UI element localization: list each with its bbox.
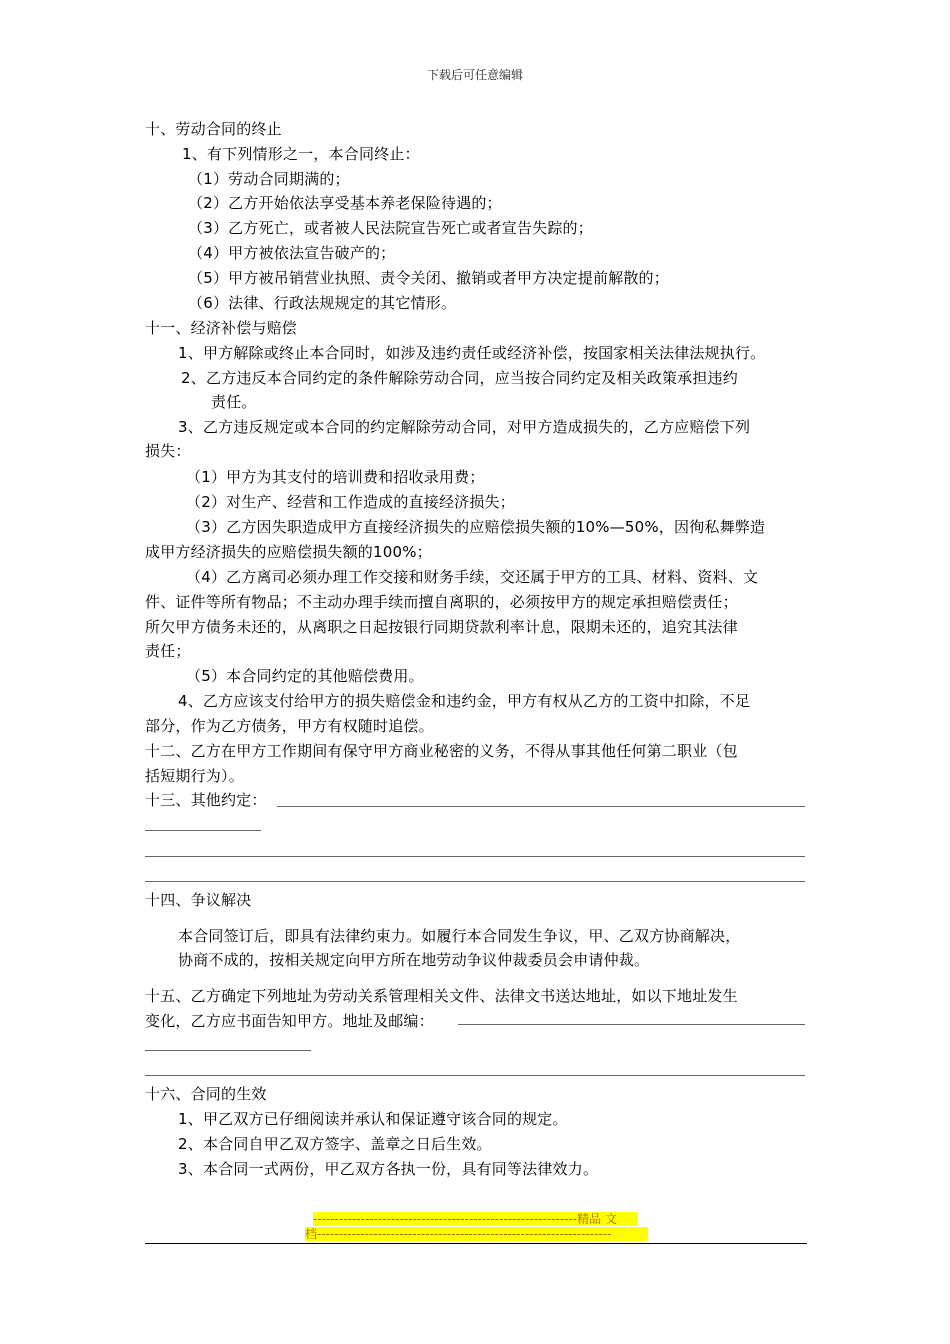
text-line: （2）乙方开始依法享受基本养老保险待遇的；: [188, 194, 502, 212]
text-line: 本合同签订后，即具有法律约束力。如履行本合同发生争议，甲、乙双方协商解决，: [178, 927, 741, 945]
footer-watermark-line1: -------------------------------------------------------------精品 文: [313, 1212, 638, 1226]
text-line: 括短期行为）。: [145, 767, 244, 785]
text-line: （1）甲方为其支付的培训费和招收录用费；: [186, 468, 485, 486]
text-line: （5）本合同约定的其他赔偿费用。: [186, 667, 424, 685]
text-line: （2）对生产、经营和工作造成的直接经济损失；: [186, 493, 515, 511]
text-line: 1、甲乙双方已仔细阅读并承认和保证遵守该合同的规定。: [178, 1110, 568, 1128]
blank-underline: [458, 1024, 805, 1025]
blank-underline: [145, 856, 805, 857]
blank-underline: [145, 1075, 805, 1076]
text-line: 2、乙方违反本合同约定的条件解除劳动合同，应当按合同约定及相关政策承担违约: [181, 369, 738, 387]
text-line: 变化，乙方应书面告知甲方。地址及邮编：: [145, 1012, 434, 1030]
text-line: 3、本合同一式两份，甲乙双方各执一份，具有同等法律效力。: [178, 1160, 599, 1178]
text-line: 所欠甲方债务未还的，从离职之日起按银行同期贷款利率计息，限期未还的，追究其法律: [145, 618, 738, 636]
blank-underline: [145, 1050, 311, 1051]
text-line: （4）甲方被依法宣告破产的；: [188, 244, 396, 262]
text-line: （3）乙方死亡，或者被人民法院宣告死亡或者宣告失踪的；: [188, 219, 593, 237]
text-line: 损失：: [145, 442, 191, 460]
text-line: 4、乙方应该支付给甲方的损失赔偿金和违约金，甲方有权从乙方的工资中扣除，不足: [178, 692, 751, 710]
text-line: （5）甲方被吊销营业执照、责令关闭、撤销或者甲方决定提前解散的；: [188, 269, 669, 287]
text-line: 件、证件等所有物品；不主动办理手续而擅自离职的，必须按甲方的规定承担赔偿责任；: [145, 593, 738, 611]
text-line: （3）乙方因失职造成甲方直接经济损失的应赔偿损失额的10%—50%，因徇私舞弊造: [186, 518, 766, 536]
text-line: 十四、争议解决: [145, 891, 252, 909]
text-line: 十、劳动合同的终止: [145, 120, 282, 138]
footer-watermark-line2: 档--------------------------------------------------------------------: [305, 1227, 648, 1241]
text-line: （1）劳动合同期满的；: [188, 170, 350, 188]
text-line: 1、有下列情形之一，本合同终止：: [182, 145, 420, 163]
text-line: 1、甲方解除或终止本合同时，如涉及违约责任或经济补偿，按国家相关法律法规执行。: [178, 344, 766, 362]
text-line: 十五、乙方确定下列地址为劳动关系管理相关文件、法律文书送达地址，如以下地址发生: [145, 987, 738, 1005]
page-header: 下载后可任意编辑: [426, 68, 523, 82]
text-line: （6）法律、行政法规规定的其它情形。: [188, 294, 457, 312]
blank-underline: [145, 881, 805, 882]
blank-underline: [145, 830, 261, 831]
text-line: 责任。: [211, 393, 257, 411]
text-line: （4）乙方离司必须办理工作交接和财务手续，交还属于甲方的工具、材料、资料、文: [186, 568, 759, 586]
text-line: 3、乙方违反规定或本合同的约定解除劳动合同，对甲方造成损失的，乙方应赔偿下列: [178, 418, 751, 436]
text-line: 十六、合同的生效: [145, 1085, 267, 1103]
text-line: 十三、其他约定：: [145, 791, 267, 809]
blank-underline: [277, 806, 805, 807]
text-line: 十二、乙方在甲方工作期间有保守甲方商业秘密的义务，不得从事其他任何第二职业（包: [145, 742, 738, 760]
text-line: 责任；: [145, 642, 191, 660]
text-line: 部分，作为乙方债务，甲方有权随时追偿。: [145, 717, 434, 735]
footer-divider: [145, 1243, 807, 1244]
text-line: 协商不成的，按相关规定向甲方所在地劳动争议仲裁委员会申请仲裁。: [178, 951, 650, 969]
text-line: 2、本合同自甲乙双方签字、盖章之日后生效。: [178, 1135, 492, 1153]
text-line: 成甲方经济损失的应赔偿损失额的100%；: [145, 543, 432, 561]
text-line: 十一、经济补偿与赔偿: [145, 319, 298, 337]
